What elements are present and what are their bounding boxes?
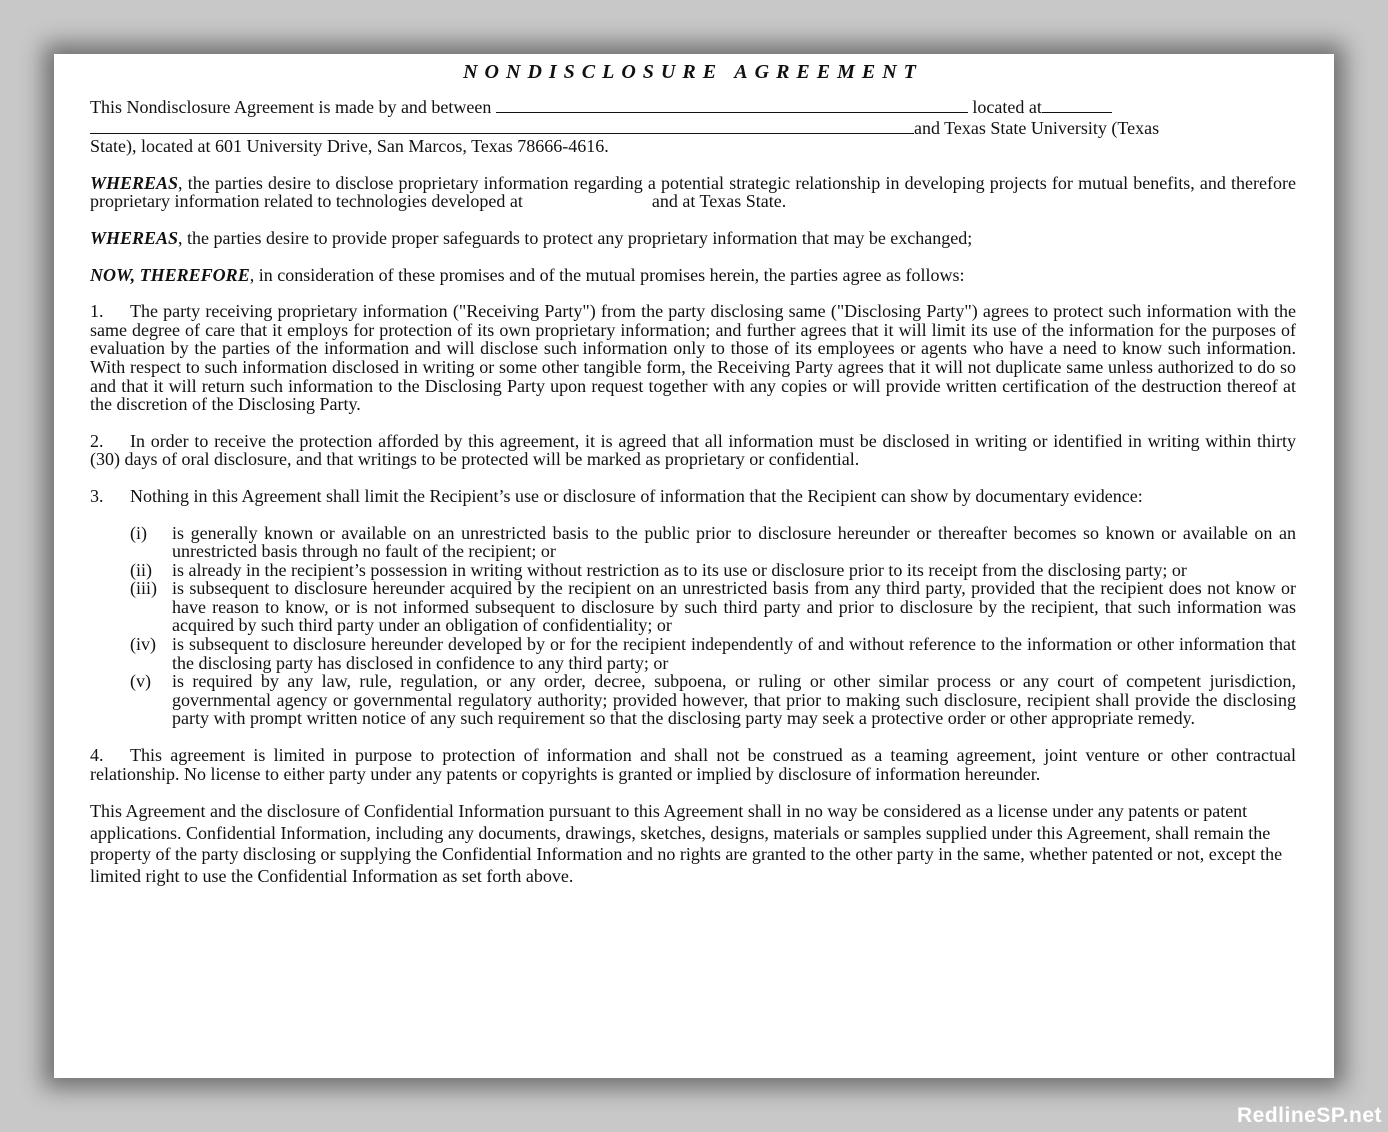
- subclause-list: [130, 524, 1296, 729]
- located-at-text: located at: [972, 97, 1042, 117]
- subclause-item: [130, 579, 1296, 635]
- clause-number: 3.: [90, 485, 104, 506]
- address-blank: [90, 117, 914, 134]
- intro-paragraph: [90, 96, 1296, 156]
- subclause-label: (iv): [130, 634, 156, 655]
- location-blank: [1042, 96, 1112, 113]
- clause-text: The party receiving proprietary information ("Receiving Party") from the party disclosing same ("Disclosing Party") agrees to protect such information with the same degree of care that it employs for protection of its own proprietary information; and further agrees that it will limit its use of the information for the purposes of evaluation by the parties of the information and will disclose such information only to those of its employees or agents who have a need to know such information. With respect to such information disclosed in writing or some other tangible form, the Receiving Party agrees that it will not duplicate same unless authorized to do so and that it will return such information to the Disclosing Party upon request together with any copies or will provide written certification of the destruction thereof at the discretion of the Disclosing Party.: [90, 301, 1296, 415]
- whereas-text-1b: and at Texas State.: [651, 191, 787, 212]
- subclause-item: [130, 635, 1296, 672]
- clause-number: 1.: [90, 301, 104, 322]
- subclause-item: [130, 672, 1296, 728]
- subclause-text: is already in the recipient’s possession in writing without restriction as to its use or disclosure prior to its receipt from the disclosing party; or: [172, 559, 1187, 580]
- subclause-text: is subsequent to disclosure hereunder acquired by the recipient on an unrestricted basis from any third party, provided that the recipient does not know or have reason to know, or is not informed subsequent to disclosure by such third party and prior to disclosure by the recipient, that such information was acquired by such third party under an obligation of confidentiality; or: [172, 578, 1296, 636]
- closing-paragraph: This Agreement and the disclosure of Confidential Information pursuant to this Agreement shall in no way be considered as a license under any patents or patent applications. Confidential Information, including any documents, drawings, sketches, designs, materials or samples supplied under this Agreement, shall remain the property of the party disclosing or supplying the Confidential Information and no rights are granted to the other party in the same, whether patented or not, except the limited right to use the Confidential Information as set forth above.: [90, 801, 1283, 886]
- document-page: [54, 54, 1334, 1078]
- now-therefore-lead: NOW, THEREFORE: [90, 264, 250, 285]
- now-therefore-text: , in consideration of these promises and of the mutual promises herein, the parties agree as follows:: [249, 264, 965, 285]
- now-therefore-paragraph: [90, 266, 1296, 285]
- whereas-lead-2: WHEREAS: [90, 227, 179, 248]
- clause-number: 2.: [90, 430, 104, 451]
- and-university-text: and Texas State University (Texas: [914, 117, 1160, 138]
- subclause-text: is required by any law, rule, regulation, or any order, decree, subpoena, or ruling or other similar process or any court of competent jurisdiction, governmental agency or governmental regulatory authority; provided however, that prior to making such disclosure, recipient shall provide the disclosing party with prompt written notice of any such requirement so that the disclosing party may seek a protective order or other appropriate remedy.: [172, 671, 1296, 729]
- document-content: [90, 60, 1296, 887]
- whereas-text-2: , the parties desire to provide proper safeguards to protect any proprietary information that may be exchanged;: [178, 227, 973, 248]
- subclause-label: (iii): [130, 578, 157, 599]
- clause-3: [90, 487, 1296, 506]
- clause-number: 4.: [90, 745, 104, 766]
- whereas-lead-1: WHEREAS: [90, 172, 179, 193]
- subclause-item: [130, 561, 1296, 580]
- intro-text: This Nondisclosure Agreement is made by and between: [90, 97, 492, 117]
- clause-4: [90, 746, 1296, 783]
- whereas-text-1a: , the parties desire to disclose proprietary information regarding a potential strategic relationship in developing projects for mutual benefits, and therefore proprietary information related to technologies developed at: [90, 172, 1296, 212]
- whereas-paragraph-2: [90, 229, 1296, 248]
- clause-text: This agreement is limited in purpose to protection of information and shall not be construed as a teaming agreement, joint venture or other contractual relationship. No license to either party under any patents or copyrights is granted or implied by disclosure of information hereunder.: [90, 745, 1296, 784]
- clause-text: Nothing in this Agreement shall limit the Recipient’s use or disclosure of information that the Recipient can show by documentary evidence:: [130, 485, 1143, 506]
- state-address-text: State), located at 601 University Drive, San Marcos, Texas 78666-4616.: [90, 136, 609, 157]
- clause-text: In order to receive the protection afforded by this agreement, it is agreed that all information must be disclosed in writing or identified in writing within thirty (30) days of oral disclosure, and that writings to be protected will be marked as proprietary or confidential.: [90, 430, 1296, 470]
- document-title: NONDISCLOSURE AGREEMENT: [463, 61, 923, 83]
- clause-1: [90, 302, 1296, 414]
- subclause-text: is subsequent to disclosure hereunder developed by or for the recipient independently of and without reference to the information or other information that the disclosing party has disclosed in confidence to any third party; or: [172, 634, 1296, 673]
- subclause-label: (v): [130, 671, 151, 692]
- watermark-text: RedlineSP.net: [1237, 1104, 1382, 1127]
- subclause-item: [130, 524, 1296, 561]
- subclause-label: (ii): [130, 559, 152, 580]
- clause-2: [90, 432, 1296, 469]
- party-name-blank: [496, 96, 968, 113]
- subclause-text: is generally known or available on an unrestricted basis to the public prior to disclosure hereunder or thereafter becomes so known or available on an unrestricted basis through no fault of the recipient; or: [172, 522, 1296, 562]
- subclause-label: (i): [130, 522, 147, 543]
- whereas-paragraph-1: [90, 174, 1296, 211]
